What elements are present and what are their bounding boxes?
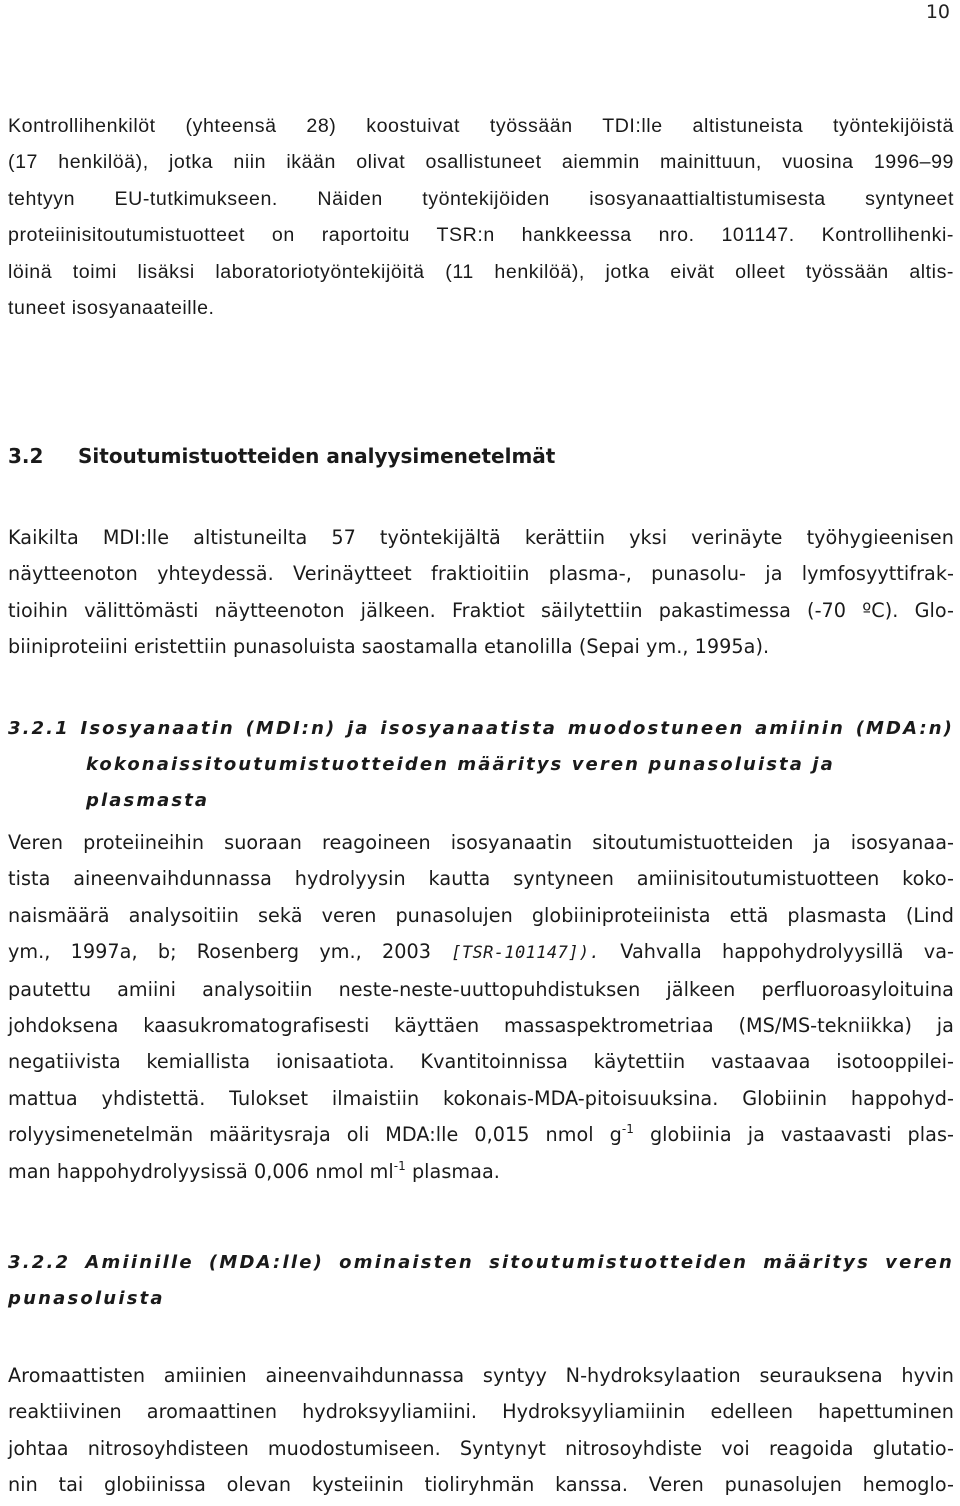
text-span: ym., 1997a, b; Rosenberg ym., 2003 bbox=[8, 940, 452, 964]
superscript: -1 bbox=[621, 1122, 634, 1137]
heading-line: kokonaissitoutumistuotteiden määritys veren punasoluista ja plasmasta bbox=[86, 754, 835, 811]
heading-line: punasoluista bbox=[8, 1288, 165, 1309]
text-line: negatiivista kemiallista ionisaatiota. Kvantitoinnissa käytettiin vastaavaa isotooppilei- bbox=[8, 1050, 954, 1074]
section-heading-3-2 bbox=[8, 441, 954, 471]
paragraph-total-adducts bbox=[8, 825, 954, 1190]
text-line: proteiinisitoutumistuotteet on raportoitu TSR:n hankkeessa nro. 101147. Kontrollihenki- bbox=[8, 224, 954, 247]
text-line bbox=[8, 1154, 954, 1190]
text-line: löinä toimi lisäksi laboratoriotyöntekijöitä (11 henkilöä), jotka eivät olleet työssään altis- bbox=[8, 260, 954, 283]
text-span: plasmaa. bbox=[405, 1159, 500, 1183]
text-line: johdoksena kaasukromatografisesti käyttäen massaspektrometriaa (MS/MS-tekniikka) ja bbox=[8, 1014, 954, 1038]
text-line: mattua yhdistettä. Tulokset ilmaistiin kokonais-MDA-pitoisuuksina. Globiinin happohyd- bbox=[8, 1086, 954, 1110]
text-line: Aromaattisten amiinien aineenvaihdunnassa syntyy N-hydroksylaation seurauksena hyvin bbox=[8, 1364, 954, 1387]
text-line bbox=[8, 1117, 954, 1153]
text-line: biiniproteiini eristettiin punasoluista saostamalla etanolilla (Sepai ym., 1995a). bbox=[8, 635, 770, 659]
paragraph-methods bbox=[8, 520, 954, 666]
text-line: tehtyyn EU-tutkimukseen. Näiden työntekijöiden isosyanaattialtistumisesta syntyneet bbox=[8, 187, 954, 210]
superscript: -1 bbox=[393, 1158, 406, 1173]
text-line: tista aineenvaihdunnassa hydrolyysin kautta syntyneen amiinisitoutumistuotteen koko- bbox=[8, 867, 954, 891]
heading-line: 3.2.2 Amiinille (MDA:lle) ominaisten sitoutumistuotteiden määritys veren bbox=[8, 1252, 954, 1273]
text-span: rolyysimenetelmän määritysraja oli MDA:lle 0,015 nmol g bbox=[8, 1123, 622, 1147]
reference-link: [TSR-101147]). bbox=[451, 943, 601, 964]
paragraph-aromatic-amines bbox=[8, 1358, 954, 1504]
text-line: naismäärä analysoitiin sekä veren punasolujen globiiniproteiinista että plasmasta (Lind bbox=[8, 903, 954, 927]
paragraph-controls bbox=[8, 108, 954, 326]
section-heading-3-2-2 bbox=[8, 1245, 954, 1317]
text-line: tuneet isosyanaateille. bbox=[8, 297, 215, 320]
text-line: näytteenoton yhteydessä. Verinäytteet fraktioitiin plasma-, punasolu- ja lymfosyyttifrak- bbox=[8, 562, 954, 586]
text-line: johtaa nitrosoyhdisteen muodostumiseen. Syntynyt nitrosoyhdiste voi reagoida glutatio- bbox=[8, 1436, 954, 1460]
heading-line: 3.2.1 Isosyanaatin (MDI:n) ja isosyanaatista muodostuneen amiinin (MDA:n) bbox=[8, 718, 954, 739]
text-line: Kontrollihenkilöt (yhteensä 28) koostuivat työssään TDI:lle altistuneista työntekijöistä bbox=[8, 115, 954, 137]
text-line: nin tai globiinissa olevan kysteiinin tioliryhmän kanssa. Veren punasolujen hemoglo- bbox=[8, 1473, 954, 1497]
text-line: Kaikilta MDI:lle altistuneilta 57 työntekijältä kerättiin yksi verinäyte työhygieenisen bbox=[8, 526, 954, 549]
page-number: 10 bbox=[925, 1, 950, 23]
text-span: man happohydrolyysissä 0,006 nmol ml bbox=[8, 1159, 394, 1183]
text-line: Veren proteiineihin suoraan reagoineen isosyanaatin sitoutumistuotteiden ja isosyanaa- bbox=[8, 831, 954, 854]
text-line: tioihin välittömästi näytteenoton jälkeen. Fraktiot säilytettiin pakastimessa (-70 ºC). Glo- bbox=[8, 598, 954, 622]
section-number: 3.2 bbox=[8, 444, 44, 468]
text-span: Vahvalla happohydrolyysillä va- bbox=[600, 940, 954, 964]
text-line: reaktiivinen aromaattinen hydroksyyliamiini. Hydroksyyliamiinin edelleen hapettuminen bbox=[8, 1400, 954, 1424]
section-title: Sitoutumistuotteiden analyysimenetelmät bbox=[78, 444, 556, 468]
text-line: (17 henkilöä), jotka niin ikään olivat osallistuneet aiemmin mainittuun, vuosina 1996–99 bbox=[8, 151, 954, 174]
text-line: pautettu amiini analysoitiin neste-neste-uuttopuhdistuksen jälkeen perfluoroasyloituina bbox=[8, 977, 954, 1001]
text-line bbox=[8, 934, 954, 971]
section-heading-3-2-1 bbox=[8, 711, 954, 819]
text-span: globiinia ja vastaavasti plas- bbox=[633, 1123, 954, 1147]
